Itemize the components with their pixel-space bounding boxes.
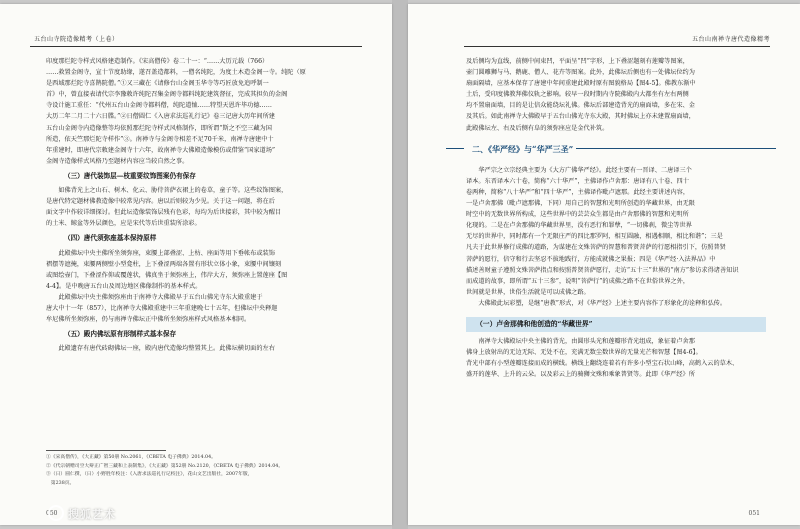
- left-header-rule: [30, 46, 362, 47]
- book-spine-gap: [392, 0, 408, 529]
- section-tail-paragraph: 大佛殿此坛彩塑，是继“唐教”形式，对《华严经》上述主要内容作了形象化的诠释和弘传。: [466, 299, 727, 307]
- text-line: 此殿遗存有唐代砖砌佛坛一座，殿内唐代造像均整置其上。此佛坛横切面的左右: [46, 345, 275, 353]
- text-line: 描述善财童子遵照文殊菩萨指点和按照普贤菩萨愿行，走访“五十三”世界的“南方”参访求得诸善知识: [466, 266, 739, 274]
- text-line: 此殿佛坛左、右及后侧有阜的须弥座应是金代补筑。: [466, 124, 609, 132]
- text-line: 褶摆等遮掩，束腰两侧壁小型龛柱，上下叠涩两端各置有形状立体小象，束腰中间镶刻: [46, 260, 282, 268]
- text-line: 金阁寺造像样式风格乃至题材内容应当较自然之事。: [46, 157, 189, 165]
- text-line: 唐大中十一年（857），比南禅寺大佛殿重建中三年重建晚七十五年，但佛坛中央释迦: [46, 304, 278, 312]
- text-line: 而成道的故事，即所谓“五十三参”，说明“菩萨行”的成佛之路不在世俗世界之外，: [466, 277, 690, 285]
- text-line: 的土米、鲸盆等外层颜色，应是宋代等后世重装所涂彩。: [46, 220, 201, 228]
- left-page-number: 050: [46, 510, 58, 517]
- subsection-banner: （一）卢舍那佛和他创造的“华藏世界”: [466, 317, 766, 332]
- text-line: 年重建时，即唐代宗敕建金阁寺十六年，故南禅寺大佛殿造像模仿或借鉴“国家道场”: [46, 146, 276, 154]
- left-footnotes: [46, 454, 356, 488]
- subsection-paragraph: [466, 336, 766, 380]
- right-header-rule: [464, 46, 770, 47]
- subsection-heading: （三）唐代装饰层—枝重要纹饰图案仍有保存: [64, 171, 196, 180]
- text-line: 印度那烂陀寺样式风格建造制作。《宋高僧传》卷二十一：“……大历元载（766）: [46, 58, 269, 65]
- text-line: 是西域那烂陀寺喜鹊院僧。”①又三藏在《请修台山金阁玉华寺等巧匠放免追呼制一: [46, 80, 269, 88]
- footnote-rule: [46, 450, 166, 451]
- text-line: 时空中的无数世界所构成，这些世界中的芸芸众生都是由卢舍那佛的智慧和光明所: [466, 211, 689, 219]
- text-line: 南禅寺大佛殿坛中央主佛的背光，由圆形头光和莲瓣形背光组成，象征着卢舍那: [466, 338, 695, 346]
- watermark-text: 搜狐艺术: [68, 508, 116, 521]
- subsection-heading: （四）唐代须弥座基本保持原样: [64, 234, 157, 243]
- left-page: [0, 4, 392, 525]
- text-line: 无尽的世界中，同时都有一个无限庄严的四比那罗阿，相互圆融，相遇相顺，相比和谐”；三是: [466, 233, 723, 241]
- text-line: 佛身上放射出的无边无际、无处不在，充满无数尘数世界的无量光芒和智慧【图4-6】。: [466, 349, 702, 357]
- text-line: 盛开的莲华、上升的云朵。以及彩云上的骑狮文殊和乘象普贤等。此即《华严经》所: [466, 371, 695, 379]
- section-title: 二、《华严经》与“华严三圣”: [466, 144, 766, 155]
- text-line: 背光中部有小型莲瓣连接而成的横线。横线上翻绕连着若有许多小型宝石状山峰，高鹤入云的草木、: [466, 360, 739, 368]
- footnote: ①《宋高僧传》，《大正藏》第50册 No.2061，《CBETA 电子佛典》2014.04。: [46, 455, 216, 460]
- left-running-header: 五台山寺院造像精考（上卷）: [34, 36, 119, 43]
- text-line: 面文字中作较详细探讨。但此坛造像装饰层残有色彩，每均为后世接彩，其中较为醒目: [46, 209, 282, 217]
- text-line: 牟尼佛所坐须弥座，仍与南禅寺佛坛正中佛所坐须弥座样式风格基本相同。: [46, 316, 251, 324]
- text-line: 一是卢舍那佛（毗卢遮那佛，下同）用自己的智慧和光明所创造的华藏世界，由无限: [466, 200, 695, 208]
- text-line: 首》中，曾直接表请代宗李豫敕许纯陀召集金阁寺都料纯陀建筑督征，完成其担负的金阁: [46, 91, 288, 99]
- footnote: 第238页。: [46, 480, 75, 486]
- right-intro-paragraph: [466, 56, 766, 134]
- text-line: 及其后。如此南禅寺大佛殿早于五台山佛光寺东大殿，其时佛坛上亦未建置扇面墙，: [466, 113, 695, 121]
- text-line: 卷两种，简称“八十华严”和“四十华严”，主佛译作毗卢遮那。此经主要讲述内容，: [466, 188, 690, 196]
- text-line: 如佛背光上之山石、树木、化云、胁侍菩萨衣裙上的卷草，童子等。这些纹饰图案，: [46, 187, 288, 195]
- right-body-text: [466, 56, 766, 380]
- text-line: 化现的。二是在卢舍那佛的华藏世界里，没有恶行和罪孽，“一切佛刹，微尘等世界: [466, 222, 692, 230]
- text-line: 世间就是世界，世俗生活就是可以成佛之路。: [466, 288, 590, 296]
- text-line: 此殿佛坛中央主佛须弥座由于南禅寺大佛殿早于五台山佛光寺东大殿重建于: [46, 293, 263, 301]
- text-line: 菩萨的愿行，信守和行去坚忍不拔地践行，方能成就佛之果报；四是《华严经·入法界品》中: [466, 255, 716, 263]
- watermark-logo: [48, 505, 116, 522]
- text-line: 扇面隔墙，应基本保存了唐建中年间重建此殿时原有图貌格局【图4-5】。佛教东渐中: [466, 80, 696, 88]
- text-line: ……救置金阁寺，宣十节度助缘，遂召盖造都料，一僧名纯陀，为度土木造金阁一寺。纯陀（原: [46, 69, 306, 77]
- text-line: 华严宗之立宗经典主要为《大方广佛华严经》。此经主要有一晋译、二唐译三个: [466, 166, 692, 174]
- text-line: 寺设计施工重任：“代州五台山金阁寺都料僧，纯陀道恤……特望天恩许毕功德……: [46, 102, 272, 110]
- section-paragraph: [466, 165, 766, 298]
- text-line: 译本。东晋译本六十卷，简称“六十华严”，主佛译作卢舍那：唐译有八十卷、四十: [466, 177, 689, 185]
- text-line: 土后，受印度佛教拜佛仪轨之影响。较早一段时期内寺院佛殿内大都坐有左右两侧: [466, 91, 689, 99]
- text-line: 五台山金阁寺内造像整等均依照那烂陀寺样式风格制作，即所谓“斯之不空三藏为国: [46, 124, 272, 132]
- text-line: 及后侧均为直线，前侧中间束凹，平面呈“凹”字形，上下叠涩题刻有莲瓣等图案，: [466, 58, 689, 65]
- text-line: 所造，依天竺那烂陀寺样作”③。南禅寺与金阁寺相差不足70千米，南禅寺唐建中十: [46, 135, 274, 143]
- right-page-number: 051: [748, 510, 760, 517]
- footnote: ②《代宗朝赠司空大辩正广智三藏和上表制集》，《大正藏》第52册 No.2120，《CBETA 电子佛典》2014.04。: [46, 463, 284, 469]
- text-line: 壶门圆雕狮与马、鹅鹿、僧人、花卉等图案。此外，此佛坛后侧也有一处佛坛位约为: [466, 69, 695, 77]
- text-line: 4-4】。是中晚唐五台山及周边地区佛像制作的基本样式。: [46, 282, 202, 290]
- subsection-heading: （五）殿内佛坛原有形制样式基本保存: [64, 330, 177, 339]
- text-line: 均不置扇面墙，目的是让信众能绕坛礼佛。佛坛后部建造背光的扇面墙，多在宋、金: [466, 102, 695, 110]
- text-line: 或图绘壶门，下叠涩作仰或覆莲状，佛真坐于须弥座上，伟岸大方，须弥座上置莲座【图: [46, 271, 288, 279]
- sohu-logo-icon: [48, 505, 64, 521]
- left-body-text: [46, 56, 358, 354]
- right-running-header: 五台山南禅寺唐代造像精考: [691, 36, 770, 43]
- right-page: [408, 4, 800, 525]
- text-line: 凡夫于此世界修行成佛的道路，为谋建在文殊菩萨的智慧和普贤菩萨的行愿相指引下，仿照普贤: [466, 244, 726, 252]
- text-line: 此殿佛坛中央主佛所坐须弥座，束腰上部叠涩、上枋、座面等用下垂帐布或装饰: [46, 249, 275, 257]
- text-line: 大历二年二月二十六日牒。”②日僧圆仁《入唐求法巡礼行记》卷三记唐大历年间所建: [46, 113, 275, 121]
- text-line: 是唐代特定题材佛教造像中较常见内容。唐以后则较为少见。关于这一问题，将在后: [46, 198, 275, 206]
- footnote: ③（日）圆仁撰，（日）小野胜年校注：《入唐求法巡礼行记校注》，花山文艺出版社，2007年版，: [46, 472, 253, 477]
